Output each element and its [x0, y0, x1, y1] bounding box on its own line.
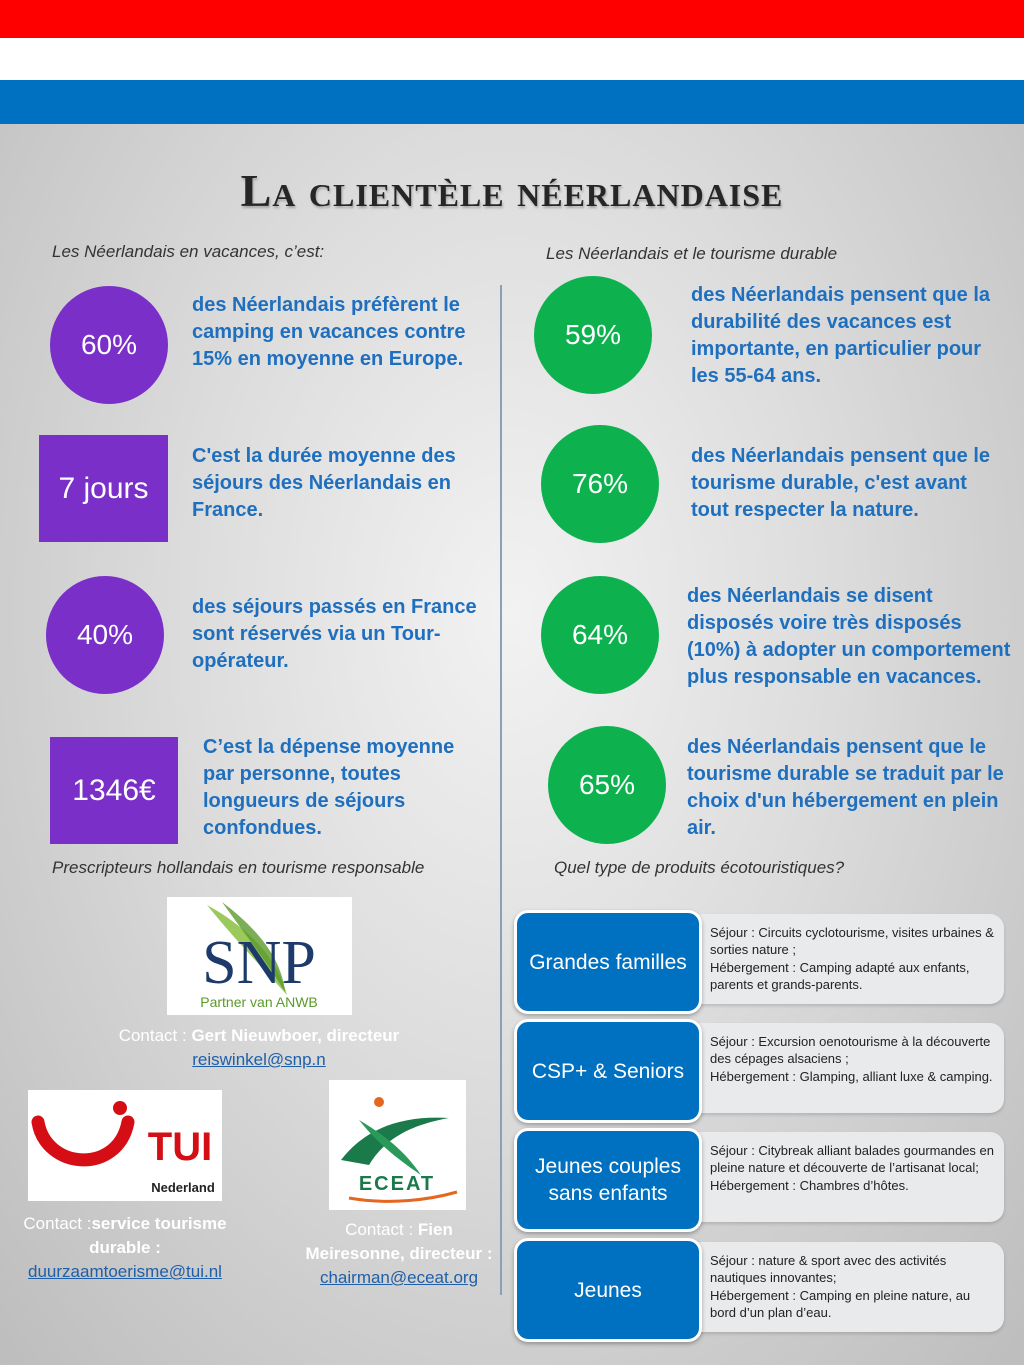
product-segment-label: Jeunes couples sans enfants: [514, 1128, 702, 1232]
stat-badge-tour-operator: 40%: [46, 576, 164, 694]
left-subheading: Les Néerlandais en vacances, c’est:: [52, 242, 325, 261]
product-row-seniors: [514, 1019, 1024, 1123]
eceat-contact-name: Fien Meiresonne, directeur :: [305, 1220, 493, 1263]
product-detail-item: • Hébergement : Glamping, alliant luxe & camping.: [702, 1068, 996, 1085]
tui-email-link[interactable]: duurzaamtoerisme@tui.nl: [28, 1262, 222, 1281]
eceat-contact-label: Contact :: [345, 1220, 418, 1239]
stat-badge-outdoor: 65%: [548, 726, 666, 844]
product-detail-item: • Hébergement : Chambres d’hôtes.: [702, 1177, 996, 1194]
product-detail-item: • Séjour : Excursion oenotourisme à la découverte des cépages alsaciens ;: [702, 1033, 996, 1067]
svg-text:TUI: TUI: [147, 1125, 213, 1169]
prescribers-heading: Prescripteurs hollandais en tourisme responsable: [52, 858, 425, 877]
products-heading: Quel type de produits écotouristiques?: [554, 858, 845, 877]
snp-contact-name: Gert Nieuwboer, directeur: [191, 1026, 400, 1045]
column-divider: [500, 285, 502, 1295]
product-description: [684, 914, 1004, 1004]
snp-email-link[interactable]: reiswinkel@snp.n: [192, 1050, 326, 1069]
product-description: [684, 1023, 1004, 1113]
flag-stripe-blue: [0, 80, 1024, 124]
stat-badge-responsible: 64%: [541, 576, 659, 694]
product-segment-label: Jeunes: [514, 1238, 702, 1342]
product-detail-item: • Séjour : Circuits cyclotourisme, visites urbaines & sorties nature ;: [702, 924, 996, 958]
stat-text-duration: C'est la durée moyenne des séjours des Néerlandais en France.: [192, 445, 456, 521]
page-title: La clientèle néerlandaise: [240, 165, 784, 216]
tui-contact-name: service tourisme durable :: [89, 1214, 227, 1257]
product-segment-label: CSP+ & Seniors: [514, 1019, 702, 1123]
stat-text-tour-operator: des séjours passés en France sont réservés via un Tour-opérateur.: [192, 596, 477, 672]
product-detail-item: • Séjour : nature & sport avec des activités nautiques innovantes;: [702, 1252, 996, 1286]
product-segment-label: Grandes familles: [514, 910, 702, 1014]
snp-contact-label: Contact :: [118, 1026, 192, 1045]
stat-text-responsible: des Néerlandais se disent disposés voire très disposés (10%) à adopter un comportement plus responsable en vacances.: [687, 585, 1011, 688]
eceat-contact: [296, 1218, 502, 1290]
product-row-young-couples: [514, 1128, 1024, 1232]
snp-leaf-icon: [167, 897, 352, 1015]
product-detail-item: • Séjour : Citybreak alliant balades gourmandes en pleine nature et découverte de l’artisanat local;: [702, 1142, 996, 1176]
stat-text-outdoor: des Néerlandais pensent que le tourisme durable se traduit par le choix d'un hébergement en plein air.: [687, 736, 1004, 839]
stat-text-durability: des Néerlandais pensent que la durabilité des vacances est importante, en particulier pour les 55-64 ans.: [691, 284, 990, 387]
stat-text-camping: des Néerlandais préfèrent le camping en vacances contre 15% en moyenne en Europe.: [192, 294, 466, 370]
flag-stripe-red: [0, 0, 1024, 38]
stat-badge-durability: 59%: [534, 276, 652, 394]
eceat-email-link[interactable]: chairman@eceat.org: [319, 1268, 479, 1287]
product-description: [684, 1132, 1004, 1222]
svg-text:Partner van ANWB: Partner van ANWB: [200, 994, 318, 1010]
product-detail-item: • Hébergement : Camping adapté aux enfants, parents et grands-parents.: [702, 959, 996, 993]
stat-badge-duration: 7 jours: [39, 435, 168, 542]
product-description: [684, 1242, 1004, 1332]
right-subheading: Les Néerlandais et le tourisme durable: [546, 244, 838, 263]
stat-badge-spending: 1346€: [50, 737, 178, 844]
stat-badge-camping: 60%: [50, 286, 168, 404]
eceat-bird-icon: [329, 1080, 466, 1210]
stat-text-nature: des Néerlandais pensent que le tourisme durable, c'est avant tout respecter la nature.: [691, 445, 990, 521]
stat-text-spending: C’est la dépense moyenne par personne, toutes longueurs de séjours confondues.: [203, 736, 455, 839]
tui-logo: [28, 1090, 222, 1201]
flag-stripe-white: [0, 38, 1024, 80]
tui-smile-icon: [28, 1090, 222, 1201]
product-row-families: [514, 910, 1024, 1014]
stat-badge-nature: 76%: [541, 425, 659, 543]
svg-text:Nederland: Nederland: [151, 1180, 215, 1195]
product-detail-item: • Hébergement : Camping en pleine nature, au bord d’un plan d’eau.: [702, 1287, 996, 1321]
svg-text:SNP: SNP: [202, 929, 316, 997]
snp-contact: [100, 1024, 418, 1072]
eceat-logo: [329, 1080, 466, 1210]
product-row-youth: [514, 1238, 1024, 1342]
snp-logo: [167, 897, 352, 1015]
tui-contact: [8, 1212, 242, 1284]
tui-contact-label: Contact :: [23, 1214, 92, 1233]
svg-text:ECEAT: ECEAT: [358, 1173, 436, 1195]
